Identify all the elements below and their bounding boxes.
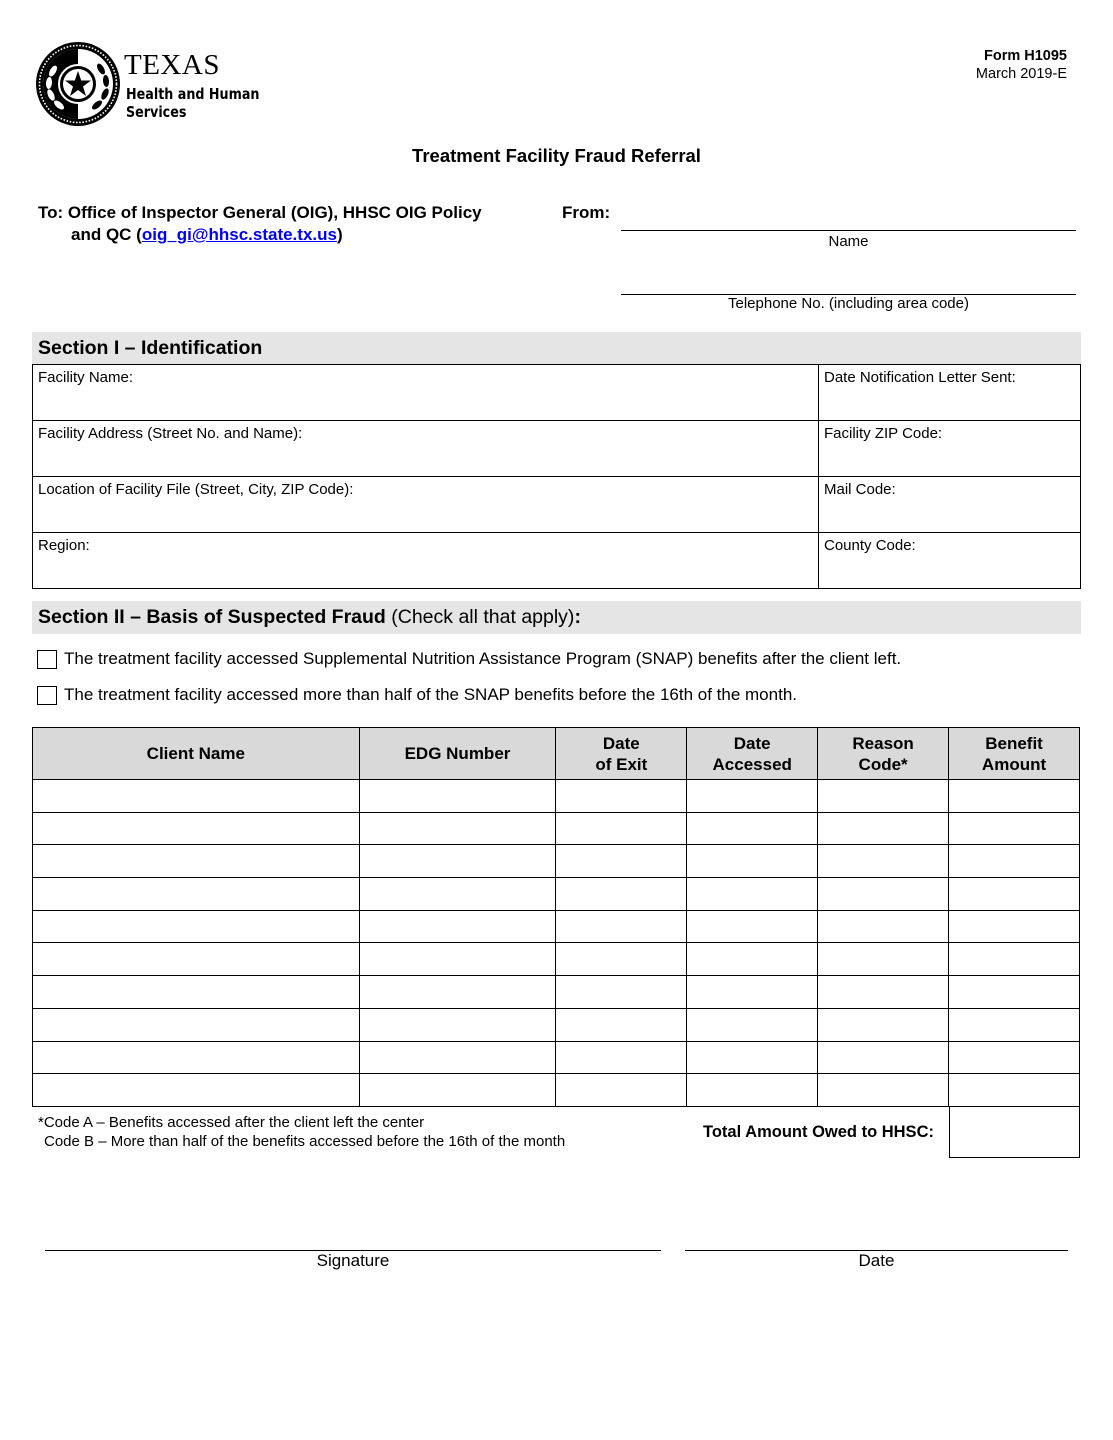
field-label: Facility Name: <box>38 369 134 386</box>
cell-reason-code[interactable] <box>818 976 949 1009</box>
reason-code-legend <box>38 1113 565 1151</box>
cell-client-name[interactable] <box>33 1074 360 1107</box>
table-row <box>33 878 1080 911</box>
section2-heading <box>32 601 1081 634</box>
cell-edg-number[interactable] <box>359 943 556 976</box>
cell-client-name[interactable] <box>33 943 360 976</box>
cell-reason-code[interactable] <box>818 780 949 813</box>
form-number: Form H1095 <box>983 48 1067 64</box>
from-name-caption: Name <box>828 233 869 250</box>
field-label: Date Notification Letter Sent: <box>824 369 1016 386</box>
cell-date-of-exit[interactable] <box>556 780 687 813</box>
cell-date-of-exit[interactable] <box>556 910 687 943</box>
to-line2 <box>38 224 482 246</box>
cell-reason-code[interactable] <box>818 845 949 878</box>
column-header-benefit-amount: Benefit Amount <box>949 728 1080 780</box>
client-table-body <box>33 780 1080 1107</box>
cell-client-name[interactable] <box>33 780 360 813</box>
cell-edg-number[interactable] <box>359 780 556 813</box>
total-amount-field[interactable] <box>949 1107 1080 1158</box>
logo-subtitle <box>126 85 259 121</box>
column-header-date-of-exit: Date of Exit <box>556 728 687 780</box>
column-header-date-accessed: Date Accessed <box>687 728 818 780</box>
cell-date-of-exit[interactable] <box>556 812 687 845</box>
cell-date-of-exit[interactable] <box>556 943 687 976</box>
logo-subtitle-line2: Services <box>126 103 187 121</box>
form-date: March 2019-E <box>975 66 1067 82</box>
cell-edg-number[interactable] <box>359 1041 556 1074</box>
cell-benefit-amount[interactable] <box>949 976 1080 1009</box>
cell-date-accessed[interactable] <box>687 976 818 1009</box>
fraud-basis-option-1[interactable] <box>37 649 901 669</box>
cell-edg-number[interactable] <box>359 845 556 878</box>
id-row <box>33 421 1081 477</box>
mail-code-field[interactable] <box>819 477 1081 533</box>
checkbox-label: The treatment facility accessed more than half of the SNAP benefits before the 16th of the month. <box>64 685 797 704</box>
table-row <box>33 780 1080 813</box>
column-header-reason-code: Reason Code* <box>818 728 949 780</box>
code-b-note: Code B – More than half of the benefits accessed before the 16th of the month <box>44 1133 566 1150</box>
field-label: Location of Facility File (Street, City, ZIP Code): <box>38 481 354 498</box>
facility-file-location-field[interactable] <box>33 477 819 533</box>
oig-email-link[interactable]: oig_gi@hhsc.state.tx.us <box>141 225 337 244</box>
cell-date-of-exit[interactable] <box>556 1008 687 1041</box>
cell-edg-number[interactable] <box>359 910 556 943</box>
cell-date-accessed[interactable] <box>687 1008 818 1041</box>
checkbox-snap-after-client-left[interactable] <box>37 650 57 669</box>
cell-reason-code[interactable] <box>818 943 949 976</box>
cell-date-accessed[interactable] <box>687 943 818 976</box>
hhs-logo <box>35 41 275 129</box>
section1-heading <box>32 332 1081 364</box>
cell-client-name[interactable] <box>33 1008 360 1041</box>
county-code-field[interactable] <box>819 533 1081 589</box>
facility-address-field[interactable] <box>33 421 819 477</box>
total-amount-label: Total Amount Owed to HHSC: <box>703 1123 934 1141</box>
from-label: From: <box>562 203 611 222</box>
date-notification-letter-sent-field[interactable] <box>819 365 1081 421</box>
cell-date-accessed[interactable] <box>687 910 818 943</box>
table-row <box>33 976 1080 1009</box>
cell-reason-code[interactable] <box>818 910 949 943</box>
region-field[interactable] <box>33 533 819 589</box>
form-identifier <box>976 47 1067 83</box>
section2-instruction: (Check all that apply) <box>385 606 575 628</box>
field-label: Facility Address (Street No. and Name): <box>38 425 303 442</box>
cell-date-of-exit[interactable] <box>556 1041 687 1074</box>
cell-date-accessed[interactable] <box>687 812 818 845</box>
table-row <box>33 812 1080 845</box>
table-row <box>33 845 1080 878</box>
date-caption: Date <box>858 1251 895 1270</box>
logo-title: TEXAS <box>124 49 220 81</box>
cell-date-of-exit[interactable] <box>556 976 687 1009</box>
cell-edg-number[interactable] <box>359 976 556 1009</box>
code-a-note: *Code A – Benefits accessed after the client left the center <box>38 1114 425 1131</box>
cell-client-name[interactable] <box>33 878 360 911</box>
identification-table <box>32 364 1081 589</box>
cell-benefit-amount[interactable] <box>949 878 1080 911</box>
cell-benefit-amount[interactable] <box>949 910 1080 943</box>
logo-subtitle-line1: Health and Human <box>126 85 260 103</box>
cell-benefit-amount[interactable] <box>949 845 1080 878</box>
from-phone-caption: Telephone No. (including area code) <box>728 295 969 312</box>
cell-client-name[interactable] <box>33 812 360 845</box>
cell-edg-number[interactable] <box>359 1074 556 1107</box>
section2-title: Section II – Basis of Suspected Fraud <box>38 606 386 628</box>
cell-edg-number[interactable] <box>359 812 556 845</box>
cell-benefit-amount[interactable] <box>949 1074 1080 1107</box>
table-row <box>33 1074 1080 1107</box>
id-row <box>33 365 1081 421</box>
table-row <box>33 1041 1080 1074</box>
cell-client-name[interactable] <box>33 976 360 1009</box>
cell-edg-number[interactable] <box>359 1008 556 1041</box>
table-header-row <box>33 728 1080 780</box>
checkbox-label: The treatment facility accessed Supplemental Nutrition Assistance Program (SNAP) benefits after the client left. <box>64 649 902 668</box>
cell-date-accessed[interactable] <box>687 1074 818 1107</box>
to-line2-suffix: ) <box>336 225 343 244</box>
client-benefits-table <box>32 727 1080 1107</box>
cell-reason-code[interactable] <box>818 1041 949 1074</box>
to-line1: To: Office of Inspector General (OIG), HHSC OIG Policy <box>38 203 482 222</box>
fraud-basis-option-2[interactable] <box>37 685 797 705</box>
cell-reason-code[interactable] <box>818 1008 949 1041</box>
cell-client-name[interactable] <box>33 1041 360 1074</box>
cell-reason-code[interactable] <box>818 878 949 911</box>
field-label: Mail Code: <box>824 481 896 498</box>
column-header-client-name: Client Name <box>33 728 360 780</box>
cell-benefit-amount[interactable] <box>949 943 1080 976</box>
cell-date-of-exit[interactable] <box>556 878 687 911</box>
checkbox-more-than-half-before-16th[interactable] <box>37 686 57 705</box>
cell-date-of-exit[interactable] <box>556 845 687 878</box>
cell-date-accessed[interactable] <box>687 878 818 911</box>
table-row <box>33 943 1080 976</box>
to-line2-prefix: and QC ( <box>71 225 142 244</box>
cell-benefit-amount[interactable] <box>949 812 1080 845</box>
field-label: Region: <box>38 537 90 554</box>
cell-reason-code[interactable] <box>818 812 949 845</box>
cell-benefit-amount[interactable] <box>949 1008 1080 1041</box>
field-label: Facility ZIP Code: <box>824 425 943 442</box>
texas-seal-icon <box>35 41 121 127</box>
column-header-edg-number: EDG Number <box>359 728 556 780</box>
cell-reason-code[interactable] <box>818 1074 949 1107</box>
to-recipient <box>38 202 482 246</box>
from-name-field[interactable] <box>621 230 1076 231</box>
cell-client-name[interactable] <box>33 910 360 943</box>
facility-zip-code-field[interactable] <box>819 421 1081 477</box>
table-row <box>33 910 1080 943</box>
field-label: County Code: <box>824 537 916 554</box>
cell-date-of-exit[interactable] <box>556 1074 687 1107</box>
table-row <box>33 1008 1080 1041</box>
facility-name-field[interactable] <box>33 365 819 421</box>
cell-benefit-amount[interactable] <box>949 780 1080 813</box>
section1-title: Section I – Identification <box>38 336 263 359</box>
page-title: Treatment Facility Fraud Referral <box>412 145 701 166</box>
id-row <box>33 477 1081 533</box>
cell-benefit-amount[interactable] <box>949 1041 1080 1074</box>
cell-date-accessed[interactable] <box>687 845 818 878</box>
cell-client-name[interactable] <box>33 845 360 878</box>
signature-caption: Signature <box>316 1251 390 1270</box>
cell-edg-number[interactable] <box>359 878 556 911</box>
cell-date-accessed[interactable] <box>687 1041 818 1074</box>
section2-colon: : <box>574 606 581 628</box>
cell-date-accessed[interactable] <box>687 780 818 813</box>
id-row <box>33 533 1081 589</box>
